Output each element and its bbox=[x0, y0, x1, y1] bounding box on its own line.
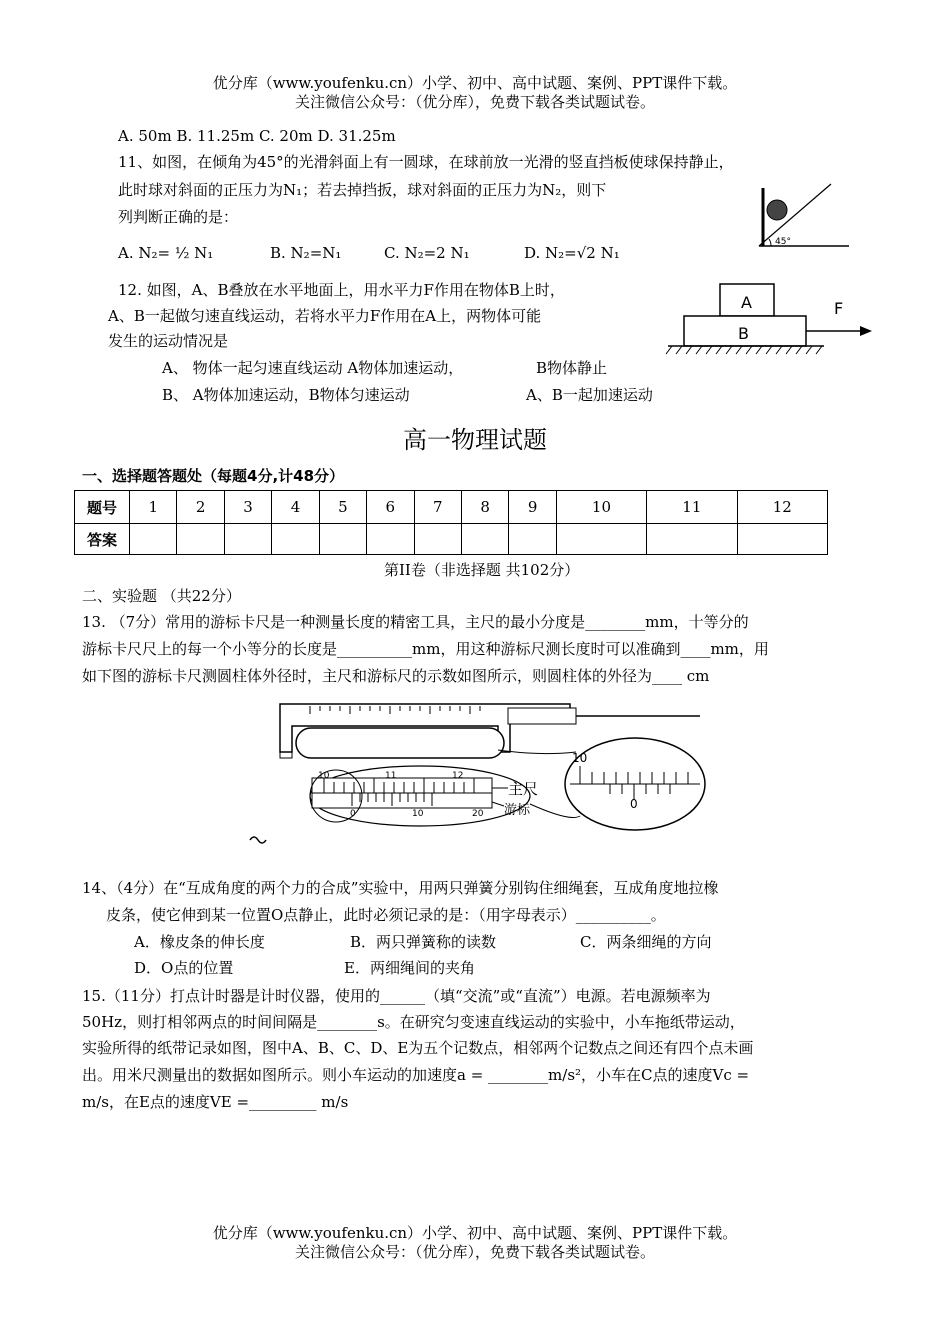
answer-table-number: 9 bbox=[509, 491, 556, 524]
part-2-title: 第II卷（非选择题 共102分） bbox=[384, 561, 580, 579]
answer-table-row2-label: 答案 bbox=[75, 524, 130, 555]
answer-table-number: 4 bbox=[272, 491, 319, 524]
q13-line-3: 如下图的游标卡尺测圆柱体外径时，主尺和游标尺的示数如图所示，则圆柱体的外径为____ cm bbox=[82, 667, 710, 685]
q14-line-1: 14、（4分）在“互成角度的两个力的合成”实验中，用两只弹簧分别钩住细绳套，互成角度地拉橡 bbox=[82, 879, 719, 897]
answer-cell[interactable] bbox=[367, 524, 414, 555]
q13-line-2: 游标卡尺尺上的每一个小等分的长度是__________mm，用这种游标尺测长度时可以准确到____mm，用 bbox=[82, 640, 769, 658]
stacked-blocks-figure bbox=[664, 282, 879, 358]
answer-cell[interactable] bbox=[647, 524, 737, 555]
q13-line-1: 13. （7分）常用的游标卡尺是一种测量长度的精密工具，主尺的最小分度是________mm，十等分的 bbox=[82, 613, 749, 631]
vernier-tick-20: 20 bbox=[472, 809, 484, 819]
q14-option-b: B．两只弹簧称的读数 bbox=[350, 933, 497, 951]
section-1-title: 一、选择题答题处（每题4分,计48分） bbox=[82, 467, 345, 485]
q12-line-1: 12. 如图，A、B叠放在水平地面上，用水平力F作用在物体B上时， bbox=[118, 281, 565, 299]
q15-line-4: 出。用米尺测量出的数据如图所示。则小车运动的加速度a = ________m/s²，小车在C点的速度Vc = bbox=[82, 1066, 750, 1084]
q14-option-a: A．橡皮条的伸长度 bbox=[134, 933, 265, 951]
answer-cell[interactable] bbox=[319, 524, 366, 555]
answer-cell[interactable] bbox=[737, 524, 827, 555]
q12-option-b-cont: A、B一起加速运动 bbox=[526, 386, 653, 404]
q12-line-2: A、B一起做匀速直线运动，若将水平力F作用在A上，两物体可能 bbox=[108, 307, 542, 325]
answer-table-number: 3 bbox=[224, 491, 271, 524]
zoom-tick-0: 0 bbox=[630, 797, 638, 811]
q12-option-a: A、 物体一起匀速直线运动 A物体加速运动， bbox=[162, 359, 464, 377]
q14-option-d: D．O点的位置 bbox=[134, 959, 234, 977]
vernier-tick-10: 10 bbox=[412, 809, 424, 819]
answer-table-number: 10 bbox=[556, 491, 646, 524]
section-2-title: 二、实验题 （共22分） bbox=[82, 587, 241, 605]
force-label: F bbox=[834, 299, 844, 318]
q11-option-b: B. N₂=N₁ bbox=[270, 244, 342, 262]
q10-options: A. 50m B. 11.25m C. 20m D. 31.25m bbox=[118, 127, 396, 145]
answer-cell[interactable] bbox=[224, 524, 271, 555]
answer-cell[interactable] bbox=[556, 524, 646, 555]
main-scale-tick-11: 11 bbox=[385, 771, 397, 781]
q11-option-a: A. N₂= ½ N₁ bbox=[118, 244, 214, 262]
vernier-label: 游标 bbox=[504, 803, 531, 818]
footer-line-2: 关注微信公众号：（优分库），免费下载各类试题试卷。 bbox=[294, 1243, 655, 1261]
q15-line-5: m/s，在E点的速度VE =_________ m/s bbox=[82, 1093, 349, 1111]
main-scale-label: 主尺 bbox=[508, 780, 539, 798]
q11-line-3: 列判断正确的是： bbox=[118, 208, 239, 226]
answer-cell[interactable] bbox=[509, 524, 556, 555]
page-title: 高一物理试题 bbox=[403, 426, 547, 454]
answer-cell[interactable] bbox=[177, 524, 224, 555]
q11-option-c: C. N₂=2 N₁ bbox=[384, 244, 470, 262]
answer-table bbox=[74, 490, 828, 555]
answer-cell[interactable] bbox=[414, 524, 461, 555]
block-b-label: B bbox=[738, 324, 749, 343]
main-scale-tick-10: 10 bbox=[318, 771, 330, 781]
q15-line-3: 实验所得的纸带记录如图，图中A、B、C、D、E为五个记数点，相邻两个记数点之间还有四个点未画 bbox=[82, 1039, 754, 1057]
q15-line-1: 15.（11分）打点计时器是计时仪器，使用的______（填“交流”或“直流”）电源。若电源频率为 bbox=[82, 987, 711, 1005]
answer-table-number: 1 bbox=[130, 491, 177, 524]
zoom-tick-10: 10 bbox=[572, 751, 588, 765]
answer-cell[interactable] bbox=[461, 524, 508, 555]
answer-table-number: 12 bbox=[737, 491, 827, 524]
header-line-2: 关注微信公众号：（优分库），免费下载各类试题试卷。 bbox=[294, 93, 655, 111]
vernier-tick-0: 0 bbox=[350, 809, 356, 819]
block-a-label: A bbox=[741, 293, 752, 312]
answer-table-number: 2 bbox=[177, 491, 224, 524]
answer-table-row1-label: 题号 bbox=[75, 491, 130, 524]
q11-option-d: D. N₂=√2 N₁ bbox=[524, 244, 620, 262]
q12-option-a-cont: B物体静止 bbox=[536, 359, 608, 377]
answer-cell[interactable] bbox=[272, 524, 319, 555]
q15-line-2: 50Hz，则打相邻两点的时间间隔是________s。在研究匀变速直线运动的实验中，小车拖纸带运动， bbox=[82, 1013, 745, 1031]
force-arrow-icon bbox=[860, 326, 872, 336]
q12-line-3: 发生的运动情况是 bbox=[108, 332, 229, 350]
main-scale-tick-12: 12 bbox=[452, 771, 464, 781]
answer-cell[interactable] bbox=[130, 524, 177, 555]
answer-table-number: 5 bbox=[319, 491, 366, 524]
answer-table-number: 11 bbox=[647, 491, 737, 524]
q14-line-2: 皮条，使它伸到某一位置O点静止，此时必须记录的是：（用字母表示）__________。 bbox=[106, 906, 666, 924]
q14-option-c: C．两条细绳的方向 bbox=[580, 933, 712, 951]
header-line-1: 优分库（www.youfenku.cn）小学、初中、高中试题、案例、PPT课件下载。 bbox=[212, 74, 738, 92]
incline-ball-figure bbox=[755, 182, 855, 252]
incline-angle-label: 45° bbox=[775, 237, 791, 247]
answer-table-number: 8 bbox=[461, 491, 508, 524]
q14-option-e: E．两细绳间的夹角 bbox=[344, 959, 475, 977]
vernier-caliper-figure bbox=[240, 696, 710, 856]
footer-line-1: 优分库（www.youfenku.cn）小学、初中、高中试题、案例、PPT课件下载。 bbox=[212, 1224, 738, 1242]
q11-line-2: 此时球对斜面的正压力为N₁；若去掉挡扳，球对斜面的正压力为N₂，则下 bbox=[118, 181, 607, 199]
answer-table-number: 7 bbox=[414, 491, 461, 524]
q11-line-1: 11、如图，在倾角为45°的光滑斜面上有一圆球，在球前放一光滑的竖直挡板使球保持静止， bbox=[118, 153, 734, 171]
answer-table-number: 6 bbox=[367, 491, 414, 524]
q12-option-b: B、 A物体加速运动，B物体匀速运动 bbox=[162, 386, 410, 404]
